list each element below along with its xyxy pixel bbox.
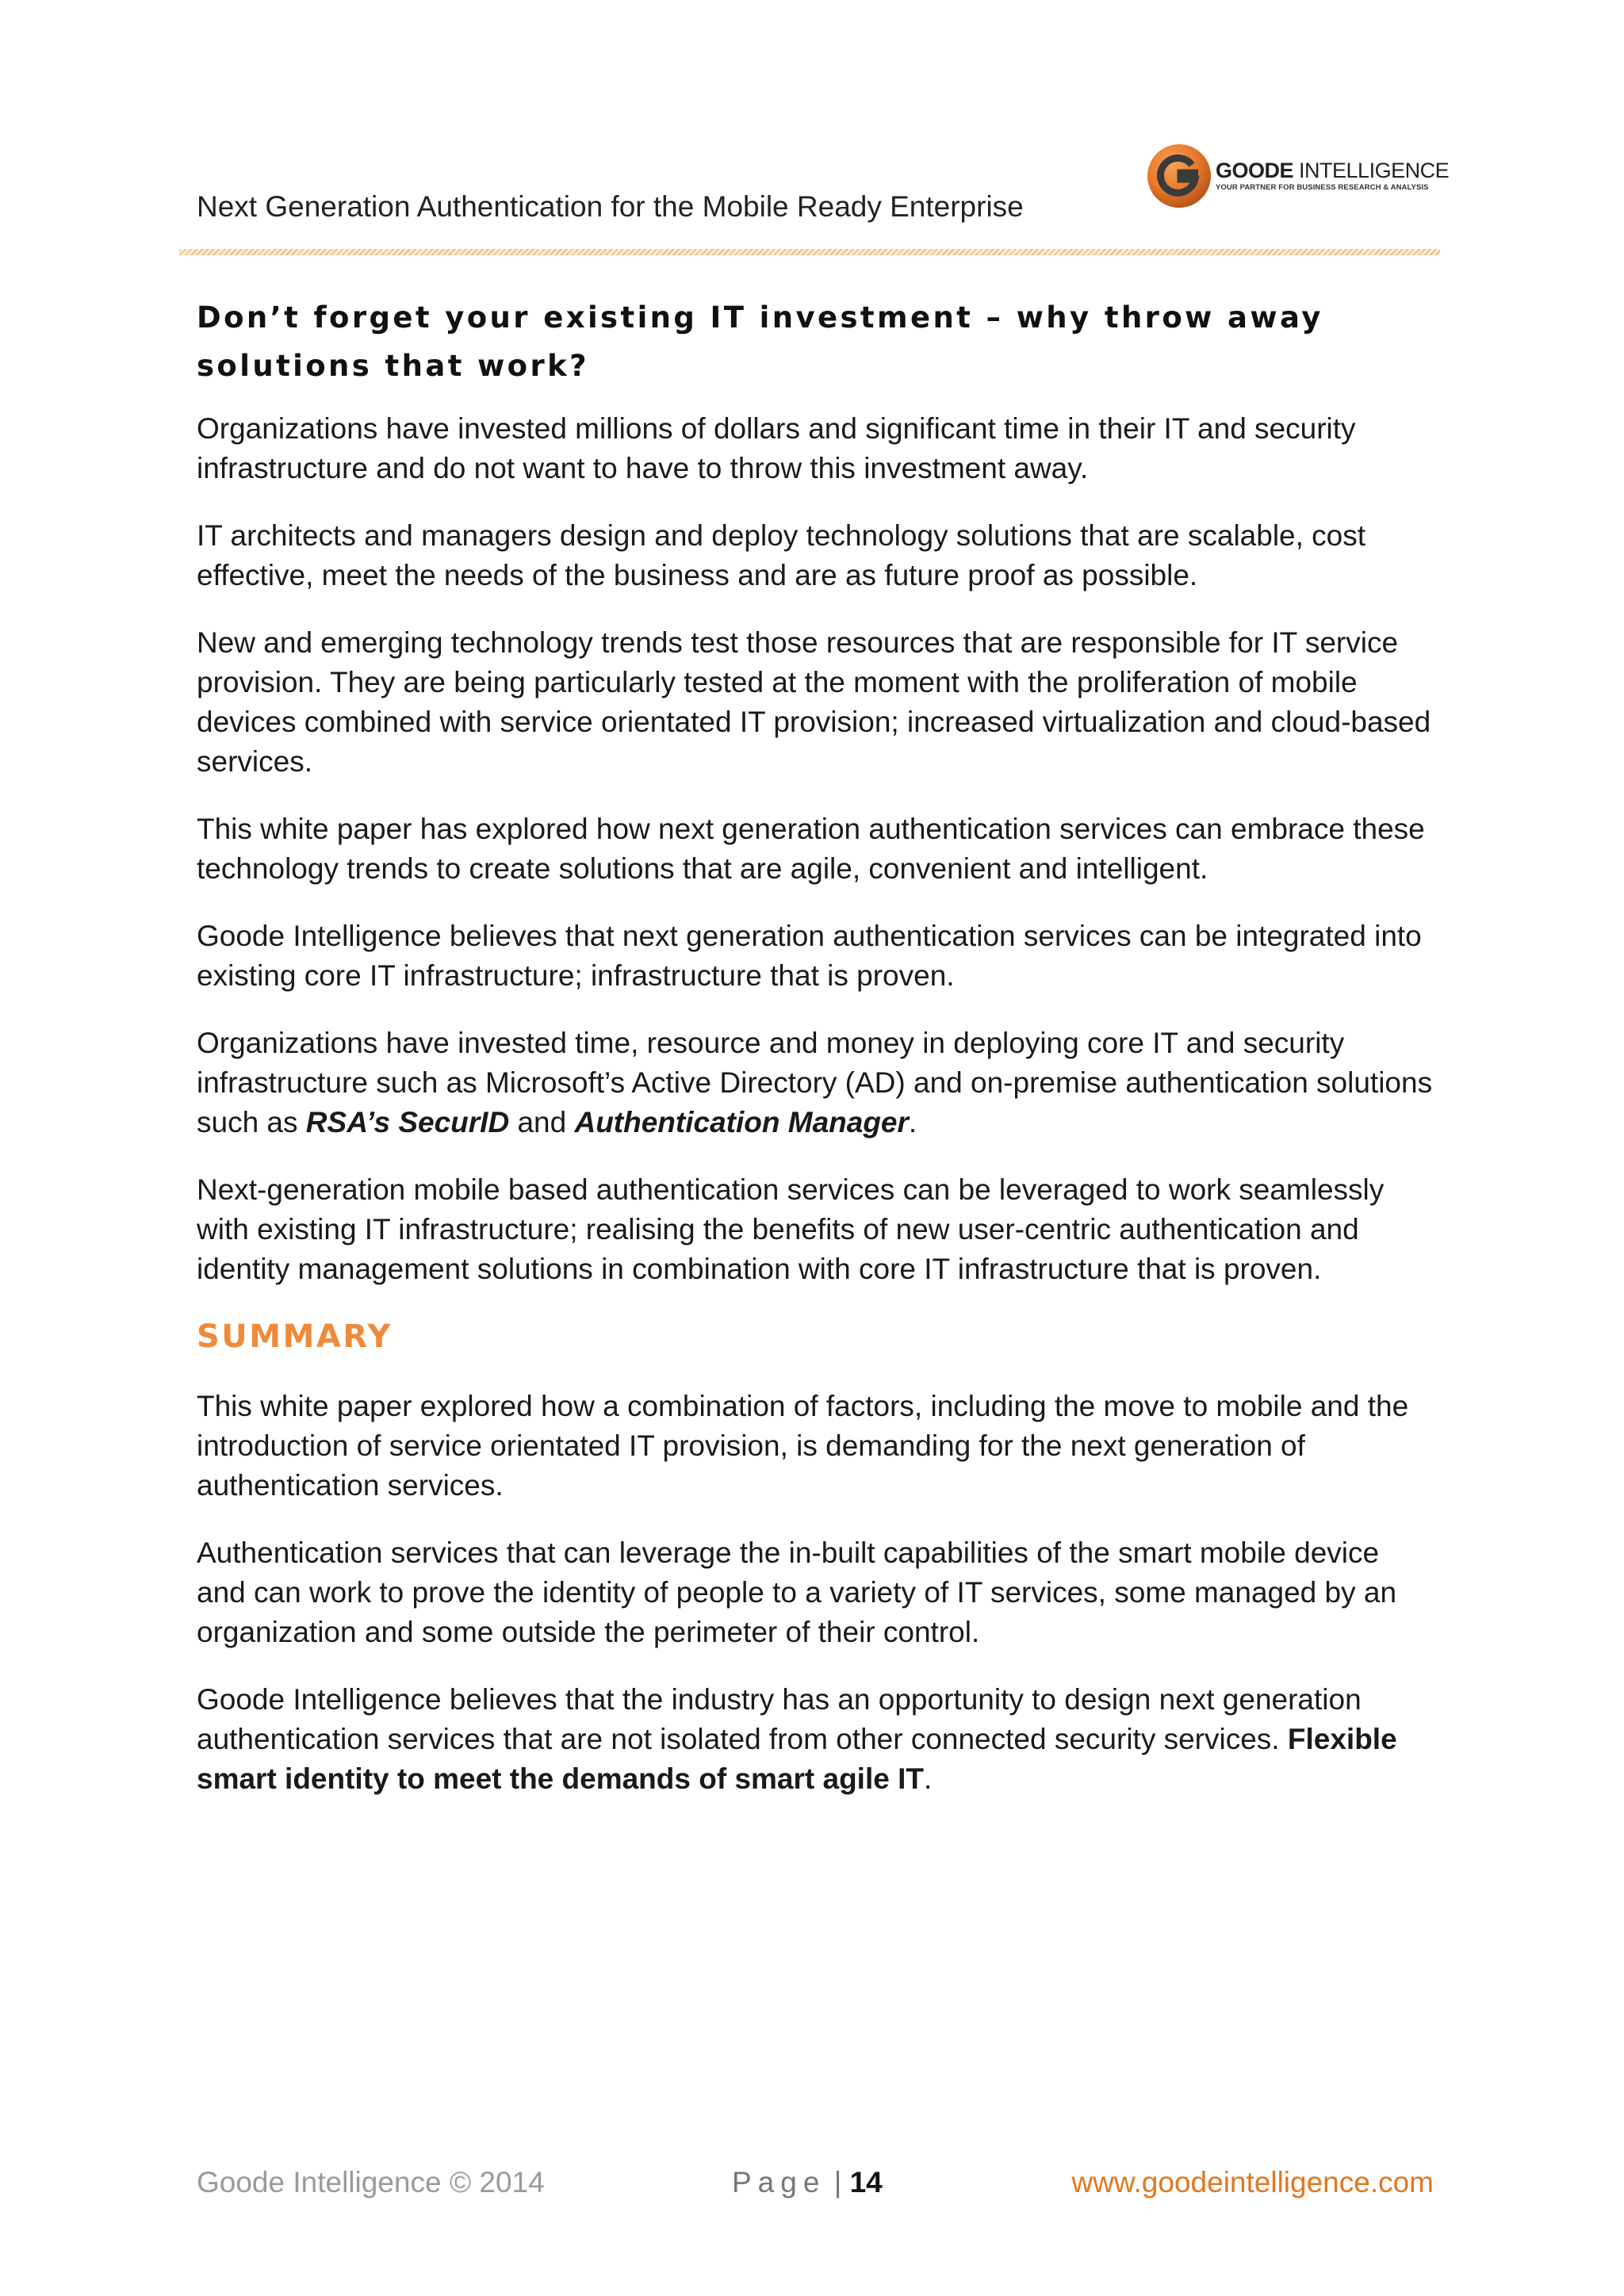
logo-wordmark: GOODE INTELLIGENCE [1216, 159, 1450, 182]
product-name: Authentication Manager [574, 1106, 909, 1138]
header-title: Next Generation Authentication for the Mobile Ready Enterprise [197, 190, 1024, 223]
bold-conclusion: Flexible smart identity to meet the demands of smart agile IT [197, 1723, 1397, 1795]
paragraph: This white paper explored how a combination of factors, including the move to mobile and the introduction of service orientated IT provision, is demanding for the next generation of authentication services. [197, 1390, 1409, 1502]
paragraph: Goode Intelligence believes that next generation authentication services can be integrated into existing core IT infrastructure; infrastructure that is proven. [197, 920, 1422, 992]
footer-website-link[interactable]: www.goodeintelligence.com [1071, 2166, 1434, 2198]
header-divider [179, 249, 1440, 255]
paragraph: New and emerging technology trends test those resources that are responsible for IT service provision. They are being particularly tested at the moment with the proliferation of mobile devices combined with service orientated IT provision; increased virtualization and cloud-based services. [197, 626, 1431, 778]
logo-tagline: YOUR PARTNER FOR BUSINESS RESEARCH & ANALYSIS [1216, 183, 1429, 192]
footer-copyright: Goode Intelligence © 2014 [197, 2166, 545, 2198]
product-name: RSA’s SecurID [305, 1106, 510, 1138]
paragraph: Goode Intelligence believes that the industry has an opportunity to design next generation authentication services that are not isolated from other connected security services. Flexible smart identity to meet the demands of smart agile IT. [197, 1683, 1397, 1795]
paragraph: Authentication services that can leverage the in-built capabilities of the smart mobile device and can work to prove the identity of people to a variety of IT services, some managed by an organization and some outside the perimeter of their control. [197, 1536, 1397, 1648]
paragraph: Organizations have invested millions of dollars and significant time in their IT and security infrastructure and do not want to have to throw this investment away. [197, 412, 1356, 484]
section-heading: Don’t forget your existing IT investment – why throw away solutions that work? [197, 300, 1323, 383]
summary-heading: SUMMARY [197, 1318, 393, 1355]
page-footer [197, 2166, 1434, 2204]
main-content [197, 293, 1434, 1827]
company-logo [1146, 141, 1450, 209]
goode-g-logo-icon [1146, 143, 1212, 209]
paragraph: Next-generation mobile based authentication services can be leveraged to work seamlessly with existing IT infrastructure; realising the benefits of new user-centric authentication and identity management solutions in combination with core IT infrastructure that is proven. [197, 1173, 1385, 1285]
paragraph: IT architects and managers design and deploy technology solutions that are scalable, cost effective, meet the needs of the business and are as future proof as possible. [197, 519, 1366, 591]
paragraph: Organizations have invested time, resource and money in deploying core IT and security infrastructure such as Microsoft’s Active Directory (AD) and on-premise authentication solutions such as RSA’s SecurID and Authentication Manager. [197, 1027, 1433, 1138]
paragraph: This white paper has explored how next generation authentication services can embrace these technology trends to create solutions that are agile, convenient and intelligent. [197, 813, 1425, 885]
footer-page-number: Page | 14 [732, 2166, 883, 2198]
